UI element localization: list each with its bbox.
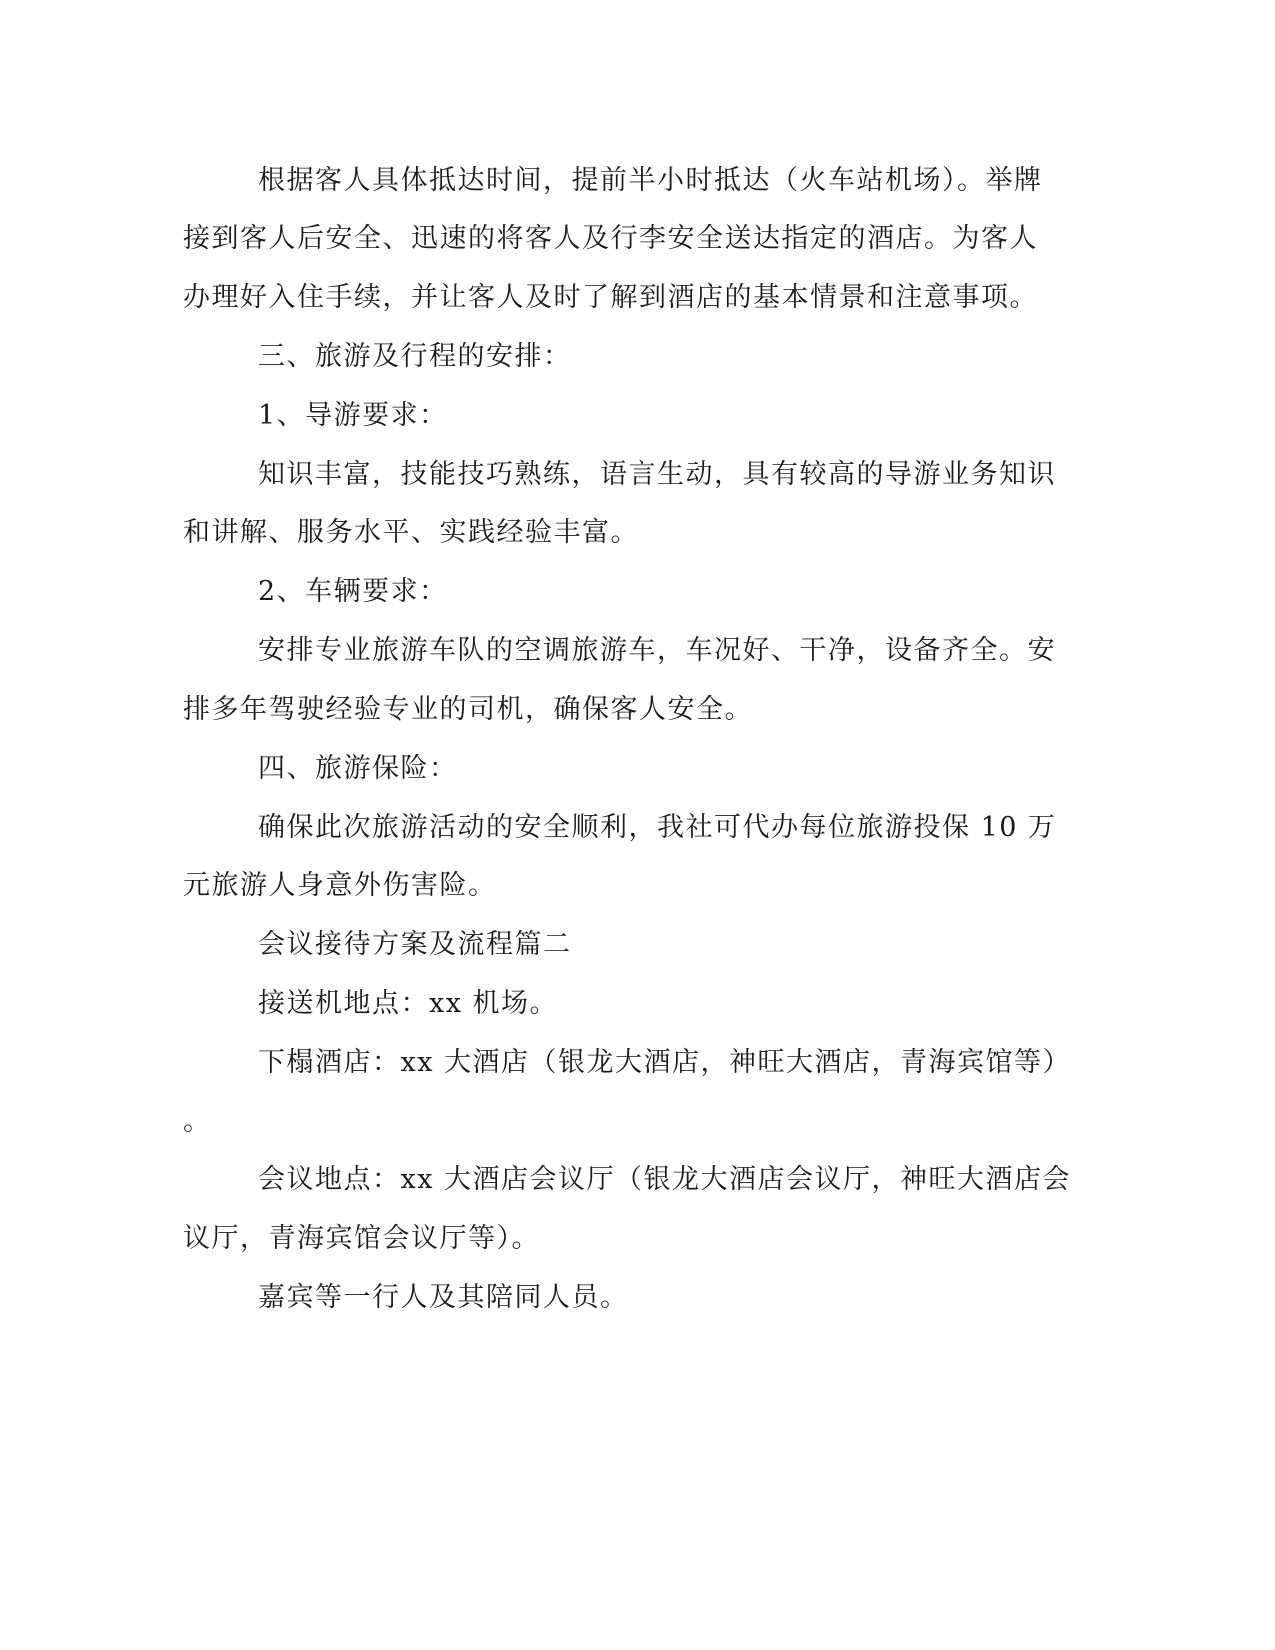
paragraph-line: 根据客人具体抵达时间，提前半小时抵达（火车站机场）。举牌: [258, 165, 1043, 196]
paragraph-line: 办理好入住手续，并让客人及时了解到酒店的基本情景和注意事项。: [183, 282, 1038, 313]
subsection-heading: 1、导游要求：: [258, 400, 448, 431]
paragraph-line: 接送机地点：xx 机场。: [258, 988, 559, 1019]
section-heading: 四、旅游保险：: [258, 753, 458, 784]
paragraph-line: 知识丰富，技能技巧熟练，语言生动，具有较高的导游业务知识: [258, 459, 1056, 490]
section-heading: 三、旅游及行程的安排：: [258, 341, 572, 372]
paragraph-line: 确保此次旅游活动的安全顺利，我社可代办每位旅游投保 10 万: [258, 812, 1057, 843]
subsection-heading: 2、车辆要求：: [258, 576, 448, 607]
paragraph-line: 嘉宾等一行人及其陪同人员。: [258, 1282, 629, 1313]
paragraph-line: 安排专业旅游车队的空调旅游车，车况好、干净，设备齐全。安: [258, 635, 1056, 666]
paragraph-line: 接到客人后安全、迅速的将客人及行李安全送达指定的酒店。为客人: [183, 223, 1038, 254]
paragraph-line: 元旅游人身意外伤害险。: [183, 870, 497, 901]
paragraph-line: 下榻酒店：xx 大酒店（银龙大酒店，神旺大酒店，青海宾馆等）: [258, 1047, 1072, 1078]
paragraph-line: 。: [183, 1106, 212, 1137]
paragraph-line: 议厅，青海宾馆会议厅等）。: [183, 1223, 540, 1254]
paragraph-line: 排多年驾驶经验专业的司机，确保客人安全。: [183, 694, 753, 725]
paragraph-line: 会议地点：xx 大酒店会议厅（银龙大酒店会议厅，神旺大酒店会: [258, 1164, 1072, 1195]
paragraph-line: 和讲解、服务水平、实践经验丰富。: [183, 517, 639, 548]
document-title: 会议接待方案及流程篇二: [258, 929, 572, 960]
